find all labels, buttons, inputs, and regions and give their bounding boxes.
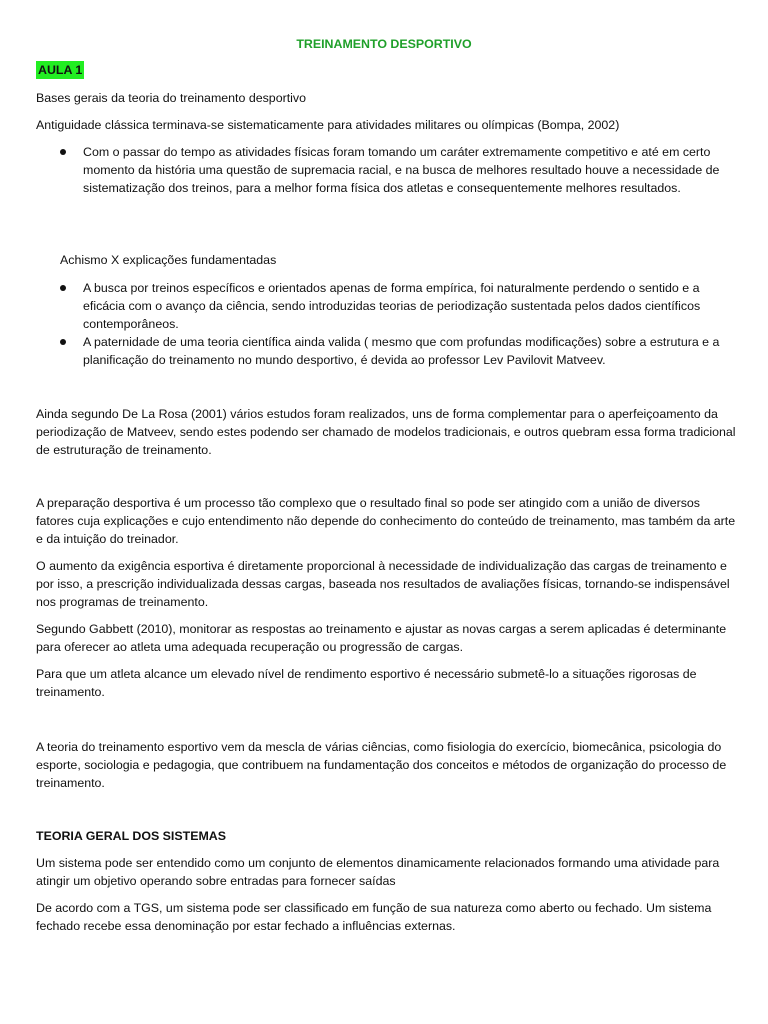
bullet-list-1 <box>60 143 736 197</box>
paragraph-teoria: A teoria do treinamento esportivo vem da mescla de várias ciências, como fisiologia do exercício, biomecânica, psicologia do esporte, sociologia e pedagogia, que contribuem na fundamentação dos conceitos e métodos de organização do processo de treinamento. <box>36 740 727 790</box>
list-item: A busca por treinos específicos e orientados apenas de forma empírica, foi naturalmente perdendo o sentido e a eficácia com o avanço da ciência, sendo introduzidas teorias de periodização sustentada pelos dados científicos contemporâneos. <box>60 279 736 333</box>
list-item: A paternidade de uma teoria científica ainda valida ( mesmo que com profundas modificações) sobre a estrutura e a planificação do treinamento no mundo desportivo, é devida ao professor Lev Pavilovit Matveev. <box>60 333 736 369</box>
document-title: TREINAMENTO DESPORTIVO <box>296 37 472 51</box>
paragraph-antiguidade: Antiguidade clássica terminava-se sistematicamente para atividades militares ou olímpicas (Bompa, 2002) <box>36 118 620 132</box>
paragraph-tgs: De acordo com a TGS, um sistema pode ser classificado em função de sua natureza como aberto ou fechado. Um sistema fechado recebe essa denominação por estar fechado a influências externas. <box>36 901 712 933</box>
paragraph-preparacao: A preparação desportiva é um processo tão complexo que o resultado final so pode ser atingido com a união de diversos fatores cuja explicações e cujo entendimento não depende do conhecimento do conteúdo de treinamento, mas também da arte e da intuição do treinador. <box>36 496 736 546</box>
bullet-list-2 <box>60 279 736 369</box>
section-heading-bases: Bases gerais da teoria do treinamento desportivo <box>36 91 306 105</box>
list-item: Com o passar do tempo as atividades físicas foram tomando um caráter extremamente competitivo e até em certo momento da história uma questão de supremacia racial, e na busca de melhores resultado houve a necessidade de sistematização dos treinos, para a melhor forma física dos atletas e consequentemente melhores resultados. <box>60 143 736 197</box>
paragraph-gabbett: Segundo Gabbett (2010), monitorar as respostas ao treinamento e ajustar as novas cargas a serem aplicadas é determinante para oferecer ao atleta uma adequada recuperação ou progressão de cargas. <box>36 622 727 654</box>
subheading-achismo: Achismo X explicações fundamentadas <box>60 253 277 267</box>
paragraph-sistema: Um sistema pode ser entendido como um conjunto de elementos dinamicamente relacionados formando uma atividade para atingir um objetivo operando sobre entradas para fornecer saídas <box>36 856 720 888</box>
paragraph-delarosa: Ainda segundo De La Rosa (2001) vários estudos foram realizados, uns de forma complementar para o aperfeiçoamento da periodização de Matveev, sendo estes podendo ser chamado de modelos tradicionais, e outros quebram essa forma tradicional de estruturação de treinamento. <box>36 407 736 457</box>
lesson-badge: AULA 1 <box>38 63 83 77</box>
section-heading-tgs: TEORIA GERAL DOS SISTEMAS <box>36 829 227 843</box>
paragraph-exigencia: O aumento da exigência esportiva é diretamente proporcional à necessidade de individualização das cargas de treinamento e por isso, a prescrição individualizada dessas cargas, baseada nos resultados de avaliações físicas, tornando-se indispensável nos programas de treinamento. <box>36 559 730 609</box>
paragraph-atleta: Para que um atleta alcance um elevado nível de rendimento esportivo é necessário submetê-lo a situações rigorosas de treinamento. <box>36 667 697 699</box>
